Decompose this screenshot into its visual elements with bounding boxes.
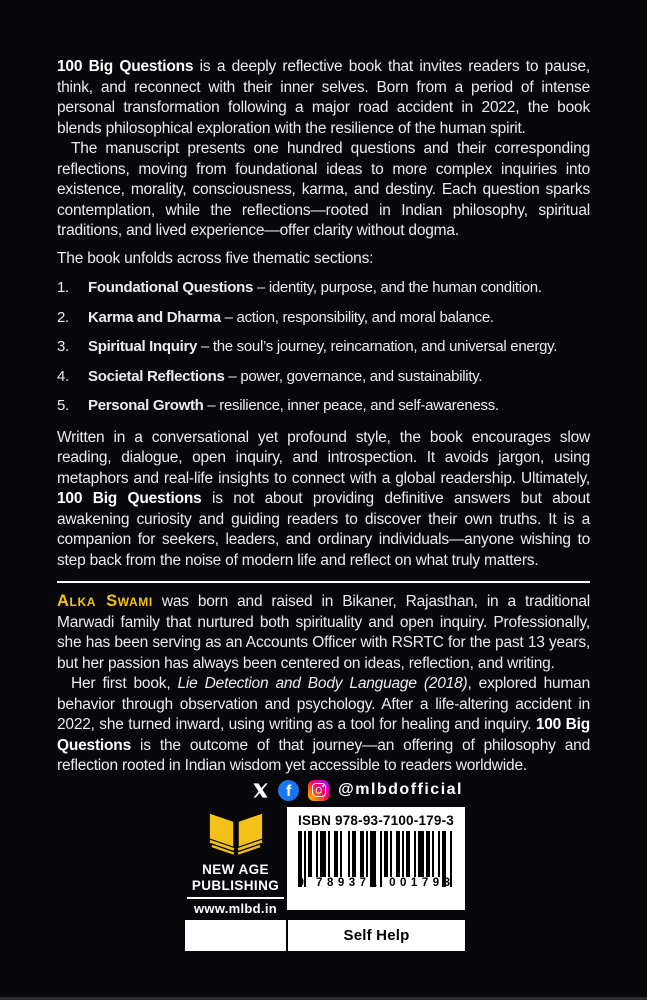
category-strip-blank-cell [185,920,288,951]
list-number: 3. [57,338,69,355]
section-title: Personal Growth [88,397,204,414]
book-title-bold: 100 Big Questions [57,716,590,754]
publisher-and-barcode-row [185,807,465,916]
facebook-icon: f [278,780,299,801]
section-desc: – the soul’s journey, reincarnation, and universal energy. [197,338,558,355]
publisher-name-line1: NEW AGE [202,862,269,877]
publisher-logo [185,807,286,916]
list-item [57,396,590,417]
isbn-number: ISBN 978-93-7100-179-3 [298,813,454,828]
paragraph-text: Her first book, [71,675,178,692]
sections-intro: The book unfolds across five thematic sections: [57,249,374,267]
publisher-block [185,779,465,951]
list-item [57,308,590,329]
synopsis-paragraph-2: The manuscript presents one hundred questions and their corresponding reflections, moving from foundational ideas to more complex inquiries into existence, morality, consciousness, karma, and destiny. Each question sparks contemplation, while the reflections—rooted in Indian philosophy, spiritual traditions, and lived experience—offer clarity without dogma. [57,140,590,239]
prior-book-title-italic: Lie Detection and Body Language (2018) [177,675,468,692]
divider-rule [57,581,590,583]
list-text [88,308,494,329]
list-number: 2. [57,308,69,326]
social-row [185,779,465,801]
author-bio-paragraph-2 [57,674,590,777]
social-handle: @mlbdofficial [338,781,463,798]
publisher-divider [187,897,284,899]
section-title: Spiritual Inquiry [88,338,198,355]
barcode-digits: 9 789371 001793 [297,877,455,889]
list-item [57,367,590,388]
section-title: Foundational Questions [88,279,254,296]
author-bio-paragraph-1 [57,591,590,674]
list-item [57,337,590,358]
isbn-barcode [287,807,465,910]
open-book-icon [203,808,269,862]
paragraph-text: Written in a conversational yet profound style, the book encourages slow reading, dialogue, open inquiry, and introspection. It avoids jargon, using metaphors and real-life insights to connect with a global readership. Ultimately, [57,428,590,487]
camera-lens [315,787,322,794]
category-label: Self Help [343,927,410,944]
author-name: Alka Swami [57,592,153,610]
list-number: 5. [57,397,69,414]
synopsis-paragraph-1 [57,57,590,139]
thematic-sections-list [57,278,590,417]
paragraph-text: was born and raised in Bikaner, Rajasthan, in a traditional Marwadi family that nurtured both spirituality and open inquiry. Professionally, she has been serving as an Accounts Officer with RSRTC for the past 13 years, but her passion has always been centered on ideas, reflection, and writing. [57,593,591,672]
section-desc: – resilience, inner peace, and self-awareness. [203,397,499,414]
x-twitter-icon [251,781,269,799]
list-text [88,278,542,299]
section-title: Societal Reflections [88,367,225,385]
list-number: 1. [57,279,69,296]
list-text [88,337,557,358]
camera-flash-dot [322,785,324,787]
publisher-website: www.mlbd.in [194,901,277,916]
paragraph-text: is a deeply reflective book that invites readers to pause, think, and reconnect with their inner selves. Born from a period of intense personal transformation following a major road accident in 2022, the book blends philosophical exploration with the resilience of the human spirit. [57,58,590,137]
publisher-name-line2: PUBLISHING [191,878,280,893]
list-text [88,367,482,388]
synopsis-section [57,57,590,777]
section-desc: – power, governance, and sustainability. [224,367,483,385]
camera-outline [312,783,326,797]
book-title-bold: 100 Big Questions [57,58,194,75]
book-title-bold: 100 Big Questions [57,490,202,507]
list-text [88,396,499,417]
list-number: 4. [57,367,69,385]
section-desc: – identity, purpose, and the human condition. [253,279,542,296]
section-title: Karma and Dharma [88,308,221,326]
section-desc: – action, responsibility, and moral balance. [220,308,494,326]
paragraph-text: is not about providing definitive answers but about awakening curiosity and guiding readers to discover their own truths. It is a companion for seekers, leaders, and ordinary individuals—anyone wishing to step back from the noise of modern life and reflect on what truly matters. [57,490,590,569]
instagram-icon [308,780,329,801]
paragraph-text: is the outcome of that journey—an offering of philosophy and reflection rooted in Indian wisdom yet accessible to readers worldwide. [57,736,590,774]
synopsis-paragraph-3 [57,428,590,572]
list-item [57,278,590,299]
category-strip [185,920,465,951]
paragraph-text: , explored human behavior through observation and psychology. After a life-altering accident in 2022, she turned inward, using writing as a tool for healing and inquiry. [57,675,590,733]
